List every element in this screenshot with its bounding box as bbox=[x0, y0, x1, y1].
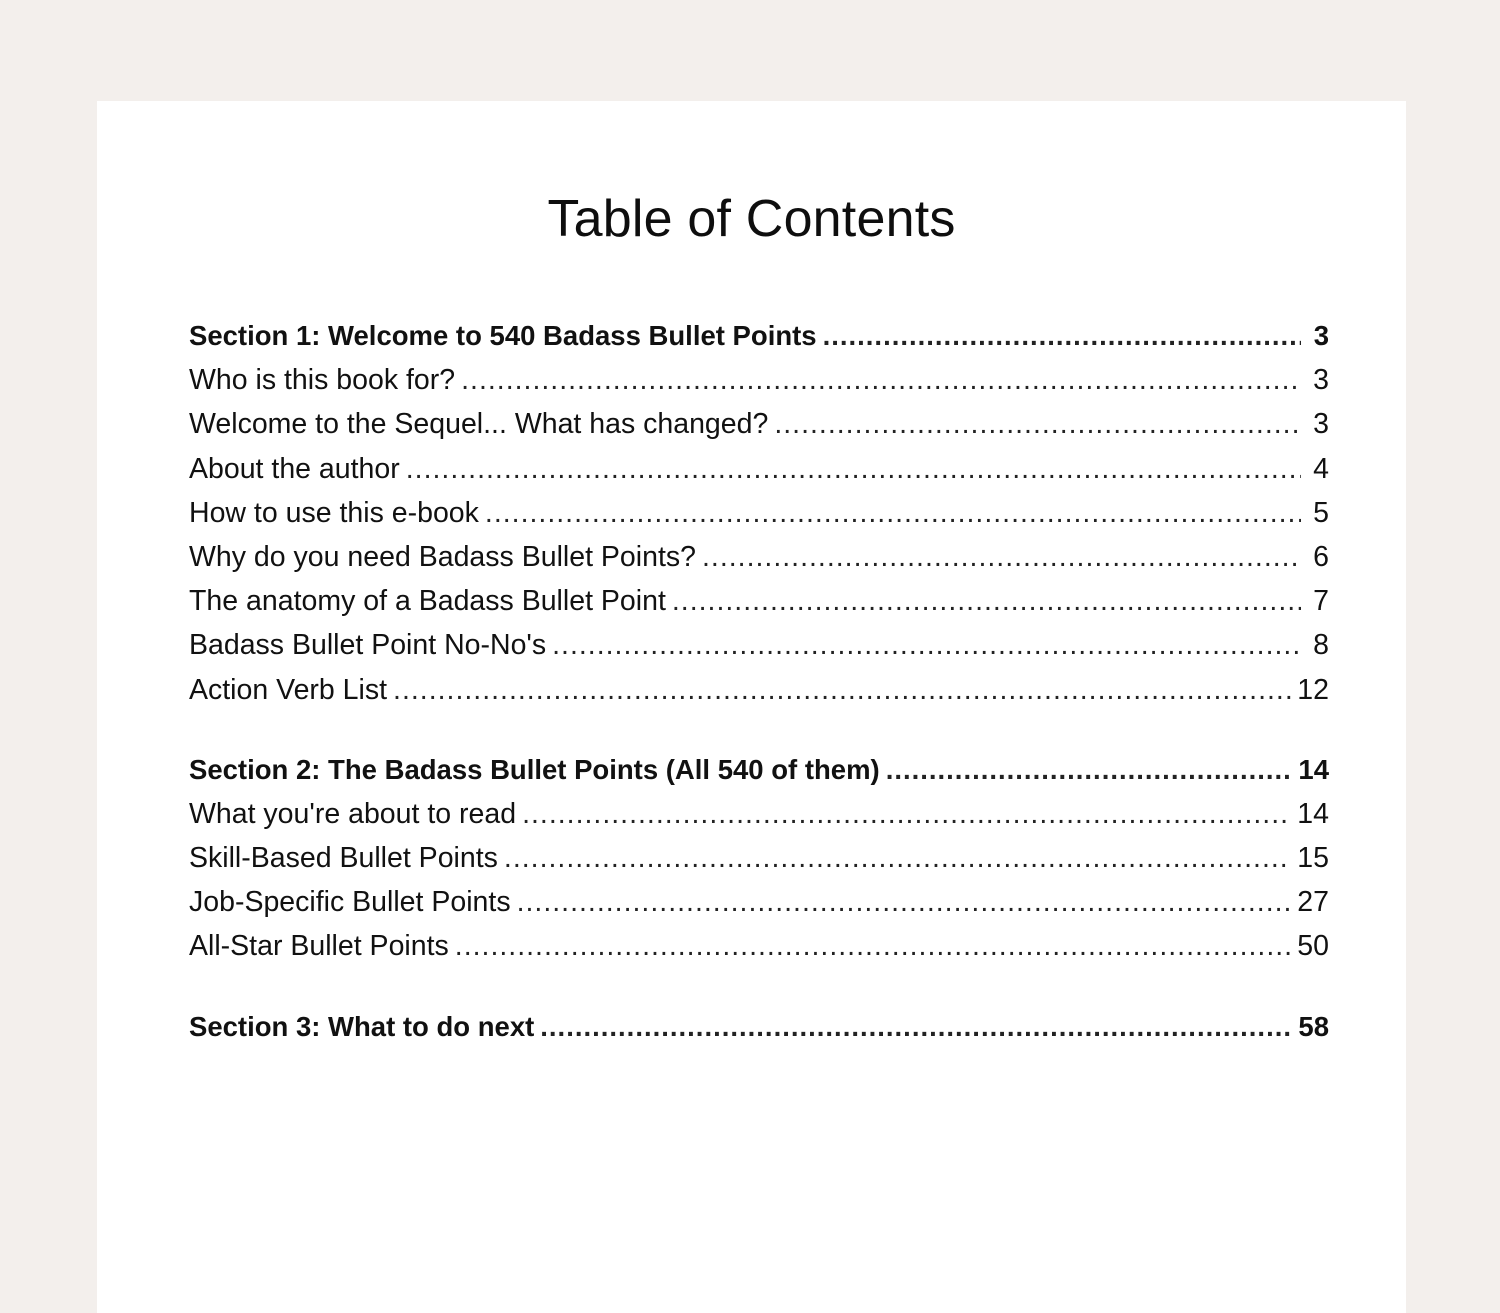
toc-entry[interactable] bbox=[189, 924, 1329, 968]
table-of-contents bbox=[189, 314, 1329, 1085]
dot-leader bbox=[504, 836, 1291, 880]
toc-page-number: 58 bbox=[1298, 1010, 1329, 1042]
toc-page-number: 3 bbox=[1313, 364, 1329, 397]
dot-leader bbox=[886, 748, 1293, 792]
toc-entry-label: What you're about to read bbox=[189, 797, 517, 830]
toc-entry-label: Why do you need Badass Bullet Points? bbox=[189, 540, 696, 573]
toc-section-1 bbox=[189, 314, 1329, 712]
toc-entry[interactable] bbox=[189, 447, 1329, 491]
toc-page-number: 3 bbox=[1313, 320, 1329, 351]
dot-leader bbox=[461, 358, 1301, 402]
dot-leader bbox=[455, 924, 1292, 968]
toc-entry[interactable] bbox=[189, 535, 1329, 579]
toc-entry-label: Section 1: Welcome to 540 Badass Bullet Points bbox=[189, 320, 817, 351]
toc-entry-label: Job-Specific Bullet Points bbox=[189, 886, 511, 919]
dot-leader bbox=[485, 491, 1301, 535]
toc-section-3 bbox=[189, 1005, 1329, 1049]
toc-entry[interactable] bbox=[189, 402, 1329, 446]
toc-page-number: 3 bbox=[1313, 408, 1329, 441]
dot-leader bbox=[393, 668, 1291, 712]
toc-page-number: 12 bbox=[1297, 673, 1329, 706]
toc-entry-label: About the author bbox=[189, 452, 400, 485]
toc-entry[interactable] bbox=[189, 880, 1329, 924]
dot-leader bbox=[517, 880, 1292, 924]
dot-leader bbox=[552, 623, 1301, 667]
page-title: Table of Contents bbox=[547, 190, 956, 248]
toc-entry[interactable] bbox=[189, 623, 1329, 667]
toc-entry-label: Section 2: The Badass Bullet Points (All 540 of them) bbox=[189, 753, 880, 785]
toc-page-number: 14 bbox=[1297, 797, 1329, 830]
toc-entry[interactable] bbox=[189, 358, 1329, 402]
toc-entry[interactable] bbox=[189, 491, 1329, 535]
toc-entry-label: Action Verb List bbox=[189, 673, 388, 706]
dot-leader bbox=[522, 792, 1291, 836]
toc-page-number: 4 bbox=[1313, 452, 1329, 485]
toc-page-number: 27 bbox=[1297, 886, 1329, 919]
toc-entry-label: The anatomy of a Badass Bullet Point bbox=[189, 585, 666, 618]
toc-section-heading[interactable] bbox=[189, 748, 1329, 792]
toc-section-heading[interactable] bbox=[189, 314, 1329, 358]
toc-page-number: 14 bbox=[1298, 753, 1329, 785]
dot-leader bbox=[406, 447, 1301, 491]
toc-entry[interactable] bbox=[189, 792, 1329, 836]
toc-page-number: 8 bbox=[1313, 629, 1329, 662]
toc-page-number: 50 bbox=[1297, 930, 1329, 963]
toc-entry[interactable] bbox=[189, 836, 1329, 880]
dot-leader bbox=[540, 1005, 1292, 1049]
toc-entry-label: Who is this book for? bbox=[189, 364, 456, 397]
toc-section-heading[interactable] bbox=[189, 1005, 1329, 1049]
toc-entry[interactable] bbox=[189, 579, 1329, 623]
toc-entry[interactable] bbox=[189, 668, 1329, 712]
toc-section-2 bbox=[189, 748, 1329, 969]
toc-entry-label: Skill-Based Bullet Points bbox=[189, 842, 498, 875]
toc-entry-label: Badass Bullet Point No-No's bbox=[189, 629, 547, 662]
dot-leader bbox=[823, 314, 1301, 358]
dot-leader bbox=[672, 579, 1301, 623]
toc-page-number: 6 bbox=[1313, 540, 1329, 573]
toc-entry-label: Welcome to the Sequel... What has changed? bbox=[189, 408, 769, 441]
dot-leader bbox=[702, 535, 1301, 579]
document-page bbox=[97, 101, 1406, 1313]
dot-leader bbox=[774, 402, 1301, 446]
toc-page-number: 5 bbox=[1313, 496, 1329, 529]
toc-entry-label: All-Star Bullet Points bbox=[189, 930, 449, 963]
toc-entry-label: How to use this e-book bbox=[189, 496, 479, 529]
toc-page-number: 7 bbox=[1313, 585, 1329, 618]
toc-entry-label: Section 3: What to do next bbox=[189, 1010, 535, 1042]
toc-page-number: 15 bbox=[1297, 842, 1329, 875]
